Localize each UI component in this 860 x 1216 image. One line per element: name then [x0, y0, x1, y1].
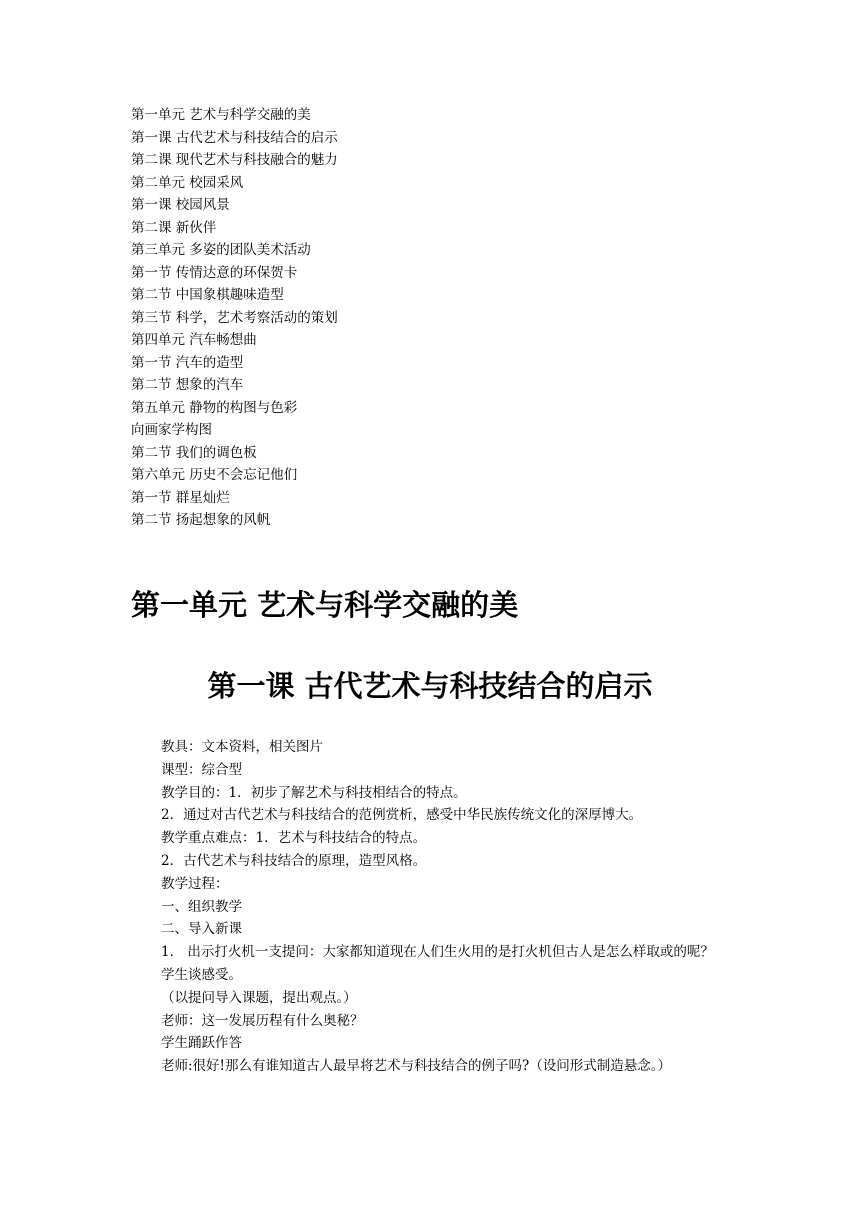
body-paragraph: 学生谈感受。 [161, 966, 242, 983]
toc-entry: 第六单元 历史不会忘记他们 [131, 467, 298, 483]
toc-entry: 第三节 科学，艺术考察活动的策划 [131, 309, 338, 326]
body-paragraph: 教学重点难点：1．艺术与科技结合的特点。 [161, 830, 427, 847]
toc-entry: 第五单元 静物的构图与色彩 [131, 399, 298, 416]
toc-entry: 第一节 传情达意的环保贺卡 [131, 264, 298, 281]
toc-entry: 第四单元 汽车畅想曲 [131, 332, 257, 348]
toc-entry: 第二单元 校园采风 [131, 174, 244, 191]
body-paragraph: 2．通过对古代艺术与科技结合的范例赏析，感受中华民族传统文化的深厚博大。 [161, 807, 643, 824]
toc-entry: 第二节 中国象棋趣味造型 [131, 287, 284, 303]
toc-entry: 第三单元 多姿的团队美术活动 [131, 242, 311, 258]
body-paragraph: 教具：文本资料，相关图片 [161, 739, 323, 755]
body-paragraph: 课型：综合型 [161, 761, 242, 778]
body-paragraph: 学生踊跃作答 [161, 1035, 242, 1052]
toc-entry: 第二节 我们的调色板 [131, 444, 257, 461]
toc-entry: 第二节 扬起想象的风帆 [131, 512, 271, 528]
table-of-contents [131, 104, 751, 532]
toc-entry: 第二课 现代艺术与科技融合的魅力 [131, 152, 338, 168]
lesson-heading: 第一课 古代艺术与科技结合的启示 [207, 669, 653, 703]
toc-entry: 向画家学构图 [131, 422, 212, 438]
body-paragraph: （以提问导入课题，提出观点。） [161, 989, 357, 1006]
body-paragraph: 老师：这一发展历程有什么奥秘？ [161, 1012, 364, 1029]
body-paragraph: 二、导入新课 [161, 921, 242, 938]
body-paragraph: 1． 出示打火机一支提问：大家都知道现在人们生火用的是打火机但古人是怎么样取或的呢？ [161, 944, 714, 961]
body-paragraph: 教学目的：1．初步了解艺术与科技相结合的特点。 [161, 784, 467, 801]
body-paragraph: 老师:很好!那么有谁知道古人最早将艺术与科技结合的例子吗?（设问形式制造悬念。） [161, 1058, 671, 1075]
toc-entry: 第二节 想象的汽车 [131, 377, 244, 393]
toc-entry: 第一节 汽车的造型 [131, 354, 244, 371]
toc-entry: 第二课 新伙伴 [131, 219, 217, 236]
body-paragraph: 一、组织教学 [161, 898, 242, 915]
body-paragraph: 教学过程： [161, 875, 229, 892]
toc-entry: 第一单元 艺术与科学交融的美 [131, 107, 311, 123]
toc-entry: 第一课 校园风景 [131, 197, 230, 213]
body-paragraph: 2．古代艺术与科技结合的原理，造型风格。 [161, 852, 427, 869]
unit-heading: 第一单元 艺术与科学交融的美 [131, 588, 519, 622]
toc-entry: 第一节 群星灿烂 [131, 489, 230, 506]
toc-entry: 第一课 古代艺术与科技结合的启示 [131, 129, 338, 146]
lesson-body [131, 736, 736, 1078]
